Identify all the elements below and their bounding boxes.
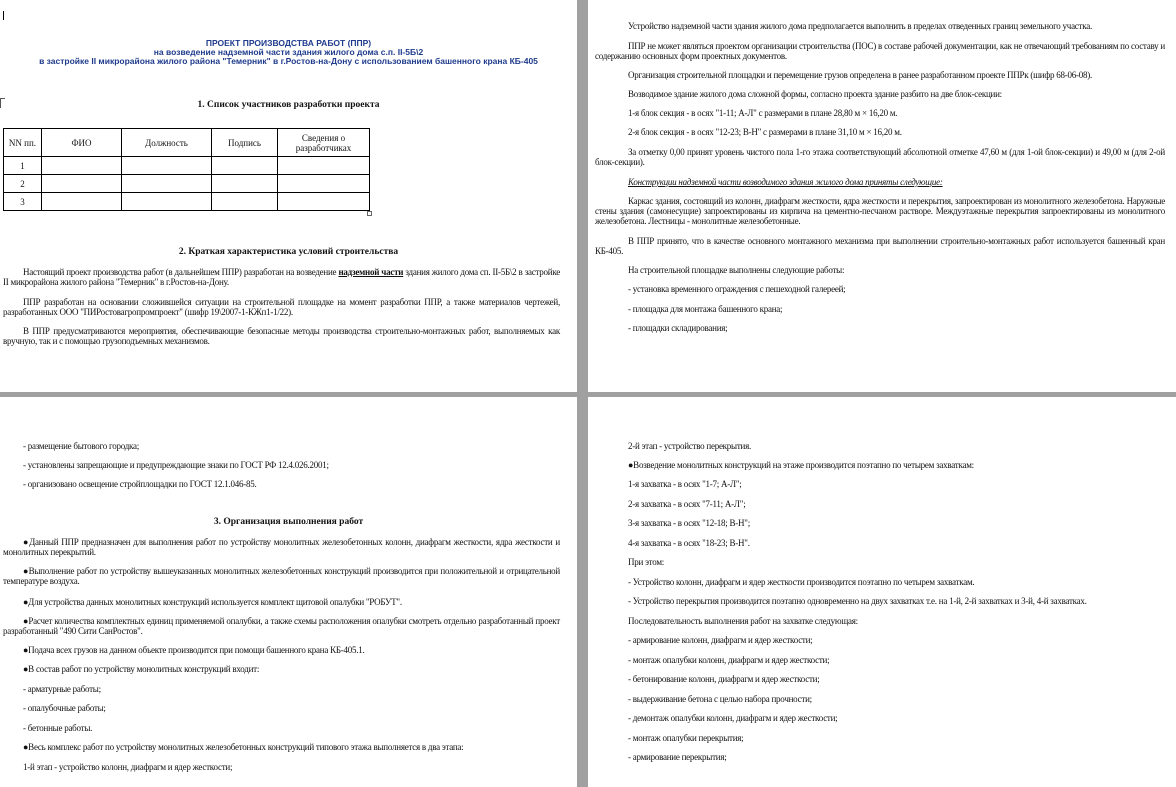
participants-table	[3, 128, 370, 211]
bullet-item: ●Выполнение работ по устройству вышеуказанных монолитных железобетонных конструкций производится при положительной и отрицательной температуре воздуха.	[3, 566, 560, 586]
bullet-item: ●Расчет количества комплектных единиц применяемой опалубки, а также схемы расположения опалубки смотреть отдельно разработанный проект разработанный "490 Сити СанРостов".	[3, 616, 560, 636]
row-number: 2	[4, 175, 42, 193]
table-row	[4, 175, 370, 193]
paragraph: Последовательность выполнения работ на захватке следующая:	[628, 616, 858, 626]
bullet-item: ●Весь комплекс работ по устройству монолитных железобетонных конструкций типового этажа выполняется в два этапа:	[23, 742, 464, 752]
paragraph: При этом:	[628, 557, 665, 567]
text-cursor	[3, 11, 4, 20]
document-page-4	[588, 397, 1176, 787]
bullet-item: ●Возведение монолитных конструкций на этаже производится поэтапно по четырем захваткам:	[628, 460, 974, 470]
list-item: - арматурные работы;	[23, 684, 101, 694]
col-header-developer-info: Сведения о разработчиках	[278, 129, 370, 157]
paragraph: Организация строительной площадки и перемещение грузов определена в ранее разработанном проекте ППРк (шифр 68-06-08).	[628, 70, 1092, 80]
paragraph: ППР не может являться проектом организации строительства (ПОС) в составе рабочей документации, как не отвечающий требованиям по составу и содержанию основных форм проектных документов.	[595, 41, 1165, 61]
paragraph: Каркас здания, состоящий из колонн, диафрагм жесткости, ядра жесткости и перекрытия, запроектирован из монолитного железобетона. Наружные стены здания (самонесущие) запроектированы из кирпича на цементно-песчаном растворе. Междуэтажные перекрытия запроектированы из монолитного железобетона. Лестницы - монолитные железобетонные.	[595, 196, 1165, 226]
list-item: - опалубочные работы;	[23, 703, 106, 713]
paragraph: В ППР предусматриваются мероприятия, обеспечивающие безопасные методы производства строительно-монтажных работ, выполняемых как вручную, так и с помощью грузоподъемных механизмов.	[3, 326, 560, 346]
list-item: - монтаж опалубки перекрытия;	[628, 733, 744, 743]
list-item: 2-й этап - устройство перекрытия.	[628, 441, 751, 451]
list-item: - площадки складирования;	[628, 323, 728, 333]
document-page-3	[0, 397, 577, 787]
paragraph: В ППР принято, что в качестве основного монтажного механизма при выполнении строительно-монтажных работ используется башенный кран КБ-405.	[595, 236, 1165, 256]
list-item: 2-я блок секция - в осях "12-23; В-Н" с размерами в плане 31,10 м × 16,20 м.	[628, 127, 902, 137]
list-item: - армирование колонн, диафрагм и ядер жесткости;	[628, 635, 813, 645]
table-row	[4, 193, 370, 211]
list-item: - монтаж опалубки колонн, диафрагм и ядер жесткости;	[628, 655, 830, 665]
table-resize-handle[interactable]	[367, 211, 372, 216]
list-item: - бетонирование колонн, диафрагм и ядер жесткости;	[628, 674, 820, 684]
paragraph-heading: Конструкции надземной части возводимого здания жилого дома приняты следующие:	[628, 177, 943, 187]
list-item: 2-я захватка - в осях "7-11; А-Л";	[628, 499, 746, 509]
paragraph: Настоящий проект производства работ (в дальнейшем ППР) разработан на возведение надземной части здания жилого дома сп. II-5Б\2 в застройке II микрорайона жилого района "Темерник" в г.Ростов-на-Дону.	[3, 267, 560, 287]
section-1-title: 1. Список участников разработки проекта	[197, 100, 380, 110]
list-item: - бетонные работы.	[23, 723, 93, 733]
list-item: - выдерживание бетона с целью набора прочности;	[628, 694, 812, 704]
col-header-name: ФИО	[42, 129, 122, 157]
paragraph: За отметку 0,00 принят уровень чистого пола 1-го этажа соответствующий абсолютной отметке 47,60 м (для 1-ой блок-секции) и 49,00 м (для 2-ой блок-секции).	[595, 147, 1165, 167]
list-item: - армирование перекрытия;	[628, 752, 727, 762]
paragraph: На строительной площадке выполнены следующие работы:	[628, 265, 845, 275]
paragraph: Возводимое здание жилого дома сложной формы, согласно проекта здание разбито на две блок-секции:	[628, 89, 1002, 99]
row-number: 1	[4, 157, 42, 175]
section-3-title: 3. Организация выполнения работ	[213, 517, 364, 527]
paragraph: Устройство надземной части здания жилого дома предполагается выполнить в пределах отведенных границ земельного участка.	[628, 21, 1092, 31]
list-item: - площадка для монтажа башенного крана;	[628, 304, 783, 314]
col-header-number: NN пп.	[4, 129, 42, 157]
document-page-1	[0, 0, 577, 392]
title-line-3: в застройке II микрорайона жилого района "Темерник" в г.Ростов-на-Дону с использованием башенного крана КБ-405	[39, 56, 538, 66]
list-item: 1-й этап - устройство колонн, диафрагм и ядер жесткости;	[23, 762, 233, 772]
table-row	[4, 157, 370, 175]
document-page-2	[588, 0, 1176, 392]
list-item: - организовано освещение стройплощадки по ГОСТ 12.1.046-85.	[23, 479, 257, 489]
list-item: 4-я захватка - в осях "18-23; В-Н".	[628, 538, 750, 548]
list-item: - установка временного ограждения с пешеходной галереей;	[628, 284, 846, 294]
underlined-term: надземной части	[338, 267, 404, 277]
bullet-item: ●В состав работ по устройству монолитных конструкций входит:	[23, 664, 260, 674]
list-item: 1-я захватка - в осях "1-7; А-Л";	[628, 479, 742, 489]
section-2-title: 2. Краткая характеристика условий строительства	[178, 247, 399, 257]
list-item: - установлены запрещающие и предупреждающие знаки по ГОСТ РФ 12.4.026.2001;	[23, 460, 329, 470]
title-line-2: на возведение надземной части здания жилого дома с.п. II-5Б\2	[153, 47, 424, 57]
paragraph: ППР разработан на основании сложившейся ситуации на строительной площадке на момент разработки ППР, а также материалов чертежей, разработанных ООО "ПИРостовагропромпроект" (шифр 19\2007-1-КЖп1-1/22).	[3, 297, 560, 317]
list-item: 1-я блок секция - в осях "1-11; А-Л" с размерами в плане 28,80 м × 16,20 м.	[628, 108, 898, 118]
list-item: 3-я захватка - в осях "12-18; В-Н";	[628, 518, 750, 528]
list-item: - Устройство колонн, диафрагм и ядер жесткости производится поэтапно по четырем захваткам.	[628, 577, 975, 587]
list-item: - демонтаж опалубки колонн, диафрагм и ядер жесткости;	[628, 713, 838, 723]
row-number: 3	[4, 193, 42, 211]
bullet-item: ●Подача всех грузов на данном объекте производится при помощи башенного крана КБ-405.1.	[23, 645, 365, 655]
list-item: - размещение бытового городка;	[23, 441, 140, 451]
bullet-item: ●Данный ППР предназначен для выполнения работ по устройству монолитных железобетонных колонн, диафрагм жесткости, ядра жесткости и монолитных перекрытий.	[3, 537, 560, 557]
bullet-item: ●Для устройства данных монолитных конструкций используется комплект щитовой опалубки "РОБУТ".	[23, 597, 402, 607]
col-header-signature: Подпись	[212, 129, 278, 157]
list-item: - Устройство перекрытия производится поэтапно одновременно на двух захватках т.е. на 1-й, 2-й захватках и 3-й, 4-й захватках.	[628, 596, 1087, 606]
title-line-1: ПРОЕКТ ПРОИЗВОДСТВА РАБОТ (ППР)	[205, 38, 372, 48]
col-header-position: Должность	[122, 129, 212, 157]
